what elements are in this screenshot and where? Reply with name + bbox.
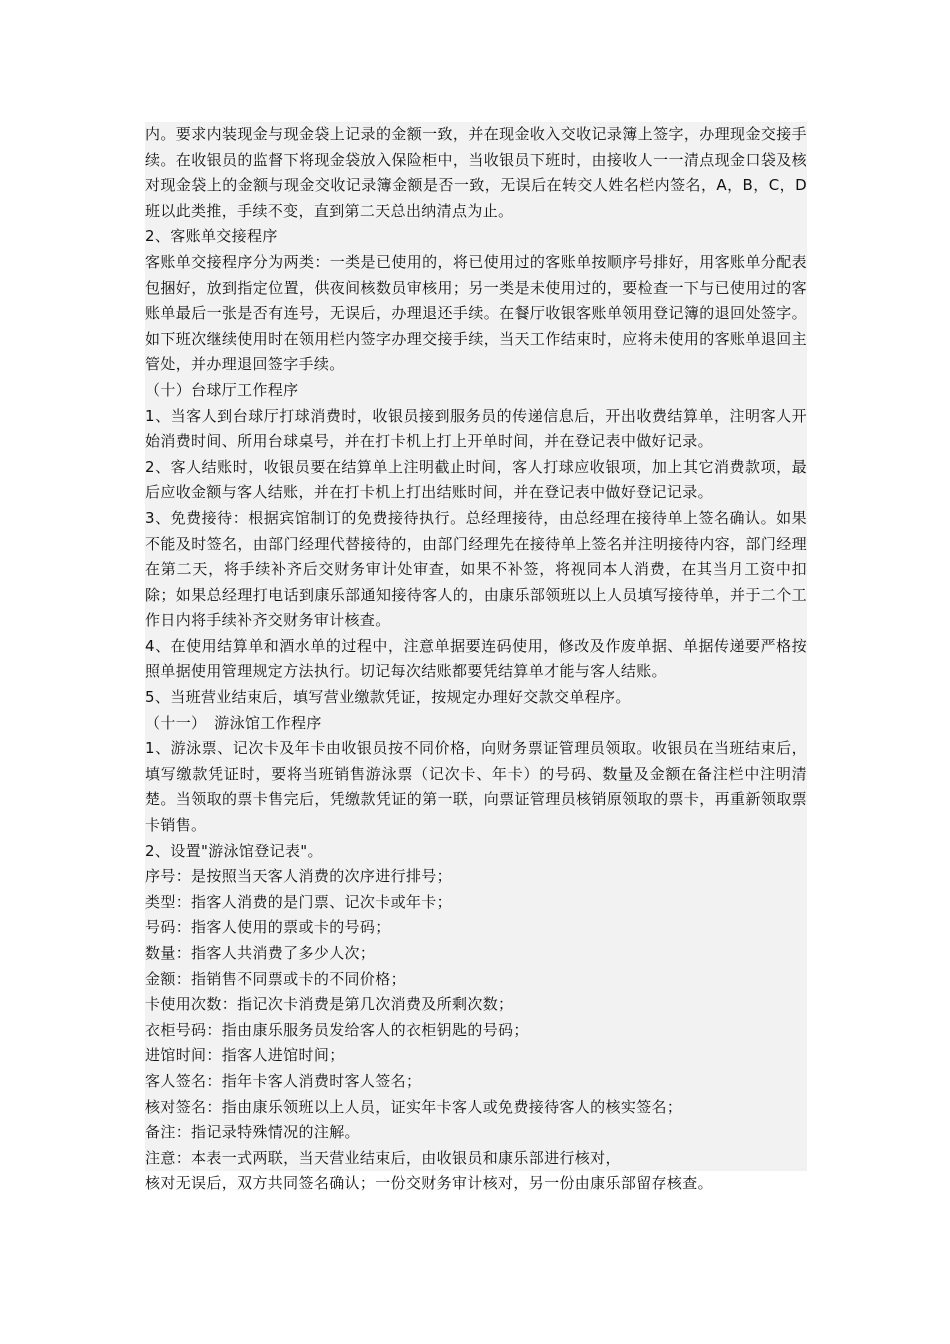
field-definition-quantity: 数量：指客人共消费了多少人次；: [145, 944, 376, 962]
field-definition-locker: 衣柜号码：指由康乐服务员发给客人的衣柜钥匙的号码；: [145, 1020, 529, 1039]
field-definition-guest-signature: 客人签名：指年卡客人消费时客人签名；: [145, 1071, 422, 1090]
note-paragraph-continued: 核对无误后，双方共同签名确认；一份交财务审计核对，另一份由康乐部留存核查。: [145, 1171, 807, 1197]
field-definition-amount: 金额：指销售不同票或卡的不同价格；: [145, 969, 406, 988]
paragraph-billiards-4: 4、在使用结算单和酒水单的过程中，注意单据要连码使用，修改及作废单据、单据传递要严格按照单据使用管理规定方法执行。切记每次结账都要凭结算单才能与客人结账。: [145, 636, 807, 681]
paragraph-billiards-5: 5、当班营业结束后，填写营业缴款凭证，按规定办理好交款交单程序。: [145, 688, 631, 707]
paragraph-swimming-2: 2、设置"游泳馆登记表"。: [145, 841, 323, 860]
field-definition-number: 号码：指客人使用的票或卡的号码；: [145, 918, 391, 937]
heading-swimming-procedure: （十一） 游泳馆工作程序: [145, 713, 322, 732]
paragraph-cash-handover: 内。要求内装现金与现金袋上记录的金额一致，并在现金收入交收记录簿上签字，办理现金交接手续。在收银员的监督下将现金袋放入保险柜中，当收银员下班时，由接收人一一清点现金口袋及核对现金袋上的金额与现金交收记录簿金额是否一致，无误后在转交人姓名栏内签名，A，B，C，D 班以此类推，手续不变，直到第二天总出纳清点为止。: [145, 125, 807, 220]
paragraph-swimming-1: 1、游泳票、记次卡及年卡由收银员按不同价格，向财务票证管理员领取。收银员在当班结束后，填写缴款凭证时，要将当班销售游泳票（记次卡、年卡）的号码、数量及金额在备注栏中注明清楚。当领取的票卡售完后，凭缴款凭证的第一联，向票证管理员核销原领取的票卡，再重新领取票卡销售。: [145, 739, 807, 835]
field-definition-check-signature: 核对签名：指由康乐领班以上人员，证实年卡客人或免费接待客人的核实签名；: [145, 1097, 683, 1116]
paragraph-guest-bill-handover: 客账单交接程序分为两类：一类是已使用的，将已使用过的客账单按顺序号排好，用客账单分配表包捆好，放到指定位置，供夜间核数员审核用；另一类是未使用过的，要检查一下与已使用过的客账单最后一张是否有连号，无误后，办理退还手续。在餐厅收银客账单领用登记簿的退回处签字。如下班次继续使用时在领用栏内签字办理交接手续，当天工作结束时，应将未使用的客账单退回主管处，并办理退回签字手续。: [145, 252, 807, 374]
paragraph-billiards-2: 2、客人结账时，收银员要在结算单上注明截止时间，客人打球应收银项，加上其它消费款项，最后应收金额与客人结账，并在打卡机上打出结账时间，并在登记表中做好登记记录。: [145, 457, 807, 502]
paragraph-billiards-3: 3、免费接待：根据宾馆制订的免费接待执行。总经理接待，由总经理在接待单上签名确认。如果不能及时签名，由部门经理代替接待的，由部门经理先在接待单上签名并注明接待内容，部门经理在第二天，将手续补齐后交财务审计处审查，如果不补签，将视同本人消费，在其当月工资中扣除；如果总经理打电话到康乐部通知接待客人的，由康乐部领班以上人员填写接待单，并于二个工作日内将手续补齐交财务审计核查。: [145, 508, 807, 630]
field-definition-entry-time: 进馆时间：指客人进馆时间；: [145, 1046, 345, 1065]
paragraph-billiards-1: 1、当客人到台球厅打球消费时，收银员接到服务员的传递信息后，开出收费结算单，注明客人开始消费时间、所用台球桌号，并在打卡机上打上开单时间，并在登记表中做好记录。: [145, 406, 807, 451]
document-body: [145, 122, 807, 1197]
field-definition-remarks: 备注：指记录特殊情况的注解。: [145, 1123, 360, 1142]
field-definition-serial: 序号：是按照当天客人消费的次序进行排号；: [145, 867, 453, 886]
note-paragraph: 注意：本表一式两联，当天营业结束后，由收银员和康乐部进行核对，: [145, 1148, 621, 1167]
heading-billiards-procedure: （十）台球厅工作程序: [145, 380, 299, 399]
field-definition-card-uses: 卡使用次数：指记次卡消费是第几次消费及所剩次数；: [145, 995, 514, 1014]
heading-guest-bill-handover: 2、客账单交接程序: [145, 227, 278, 246]
field-definition-type: 类型：指客人消费的是门票、记次卡或年卡；: [145, 892, 453, 911]
